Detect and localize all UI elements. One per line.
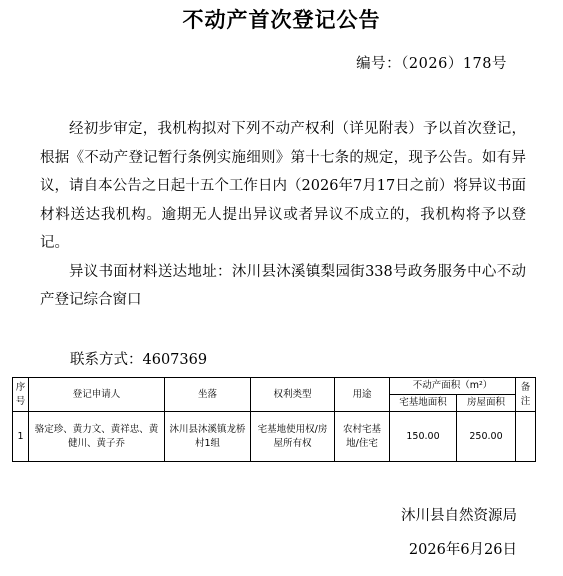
cell-location: 沐川县沐溪镇龙桥村1组: [165, 412, 251, 462]
header-remark: 备注: [516, 378, 536, 412]
header-location: 坐落: [165, 378, 251, 412]
cell-applicant: 骆定珍、黄力文、黄祥忠、黄健川、黄子乔: [29, 412, 165, 462]
issuing-organization: 沐川县自然资源局: [401, 508, 517, 524]
page-title: 不动产首次登记公告: [182, 8, 381, 32]
cell-seq: 1: [13, 412, 29, 462]
table-row: [13, 412, 536, 462]
registration-table: [12, 377, 536, 462]
cell-usage: 农村宅基地/住宅: [335, 412, 390, 462]
header-right-type: 权利类型: [251, 378, 335, 412]
header-applicant: 登记申请人: [29, 378, 165, 412]
paragraph-main: 经初步审定，我机构拟对下列不动产权利（详见附表）予以首次登记，根据《不动产登记暂行条例实施细则》第十七条的规定，现予公告。如有异议，请自本公告之日起十五个工作日内（2026年7月17日之前）将异议书面材料送达我机构。逾期无人提出异议或者异议不成立的，我机构将予以登记。: [40, 121, 526, 251]
cell-right-type: 宅基地使用权/房屋所有权: [251, 412, 335, 462]
header-seq: 序号: [13, 378, 29, 412]
header-house-area: 房屋面积: [457, 395, 516, 412]
document-number: 编号：（2026）178号: [356, 56, 507, 72]
header-area-group: 不动产面积（m²）: [390, 378, 516, 395]
header-usage: 用途: [335, 378, 390, 412]
paragraph-address: 异议书面材料送达地址：沐川县沐溪镇梨园街338号政务服务中心不动产登记综合窗口: [40, 263, 526, 308]
cell-land-area: 150.00: [390, 412, 457, 462]
contact-info: 联系方式：4607369: [70, 352, 208, 368]
cell-house-area: 250.00: [457, 412, 516, 462]
cell-remark: [516, 412, 536, 462]
announcement-body: [40, 115, 526, 315]
header-land-area: 宅基地面积: [390, 395, 457, 412]
issue-date: 2026年6月26日: [408, 542, 517, 558]
